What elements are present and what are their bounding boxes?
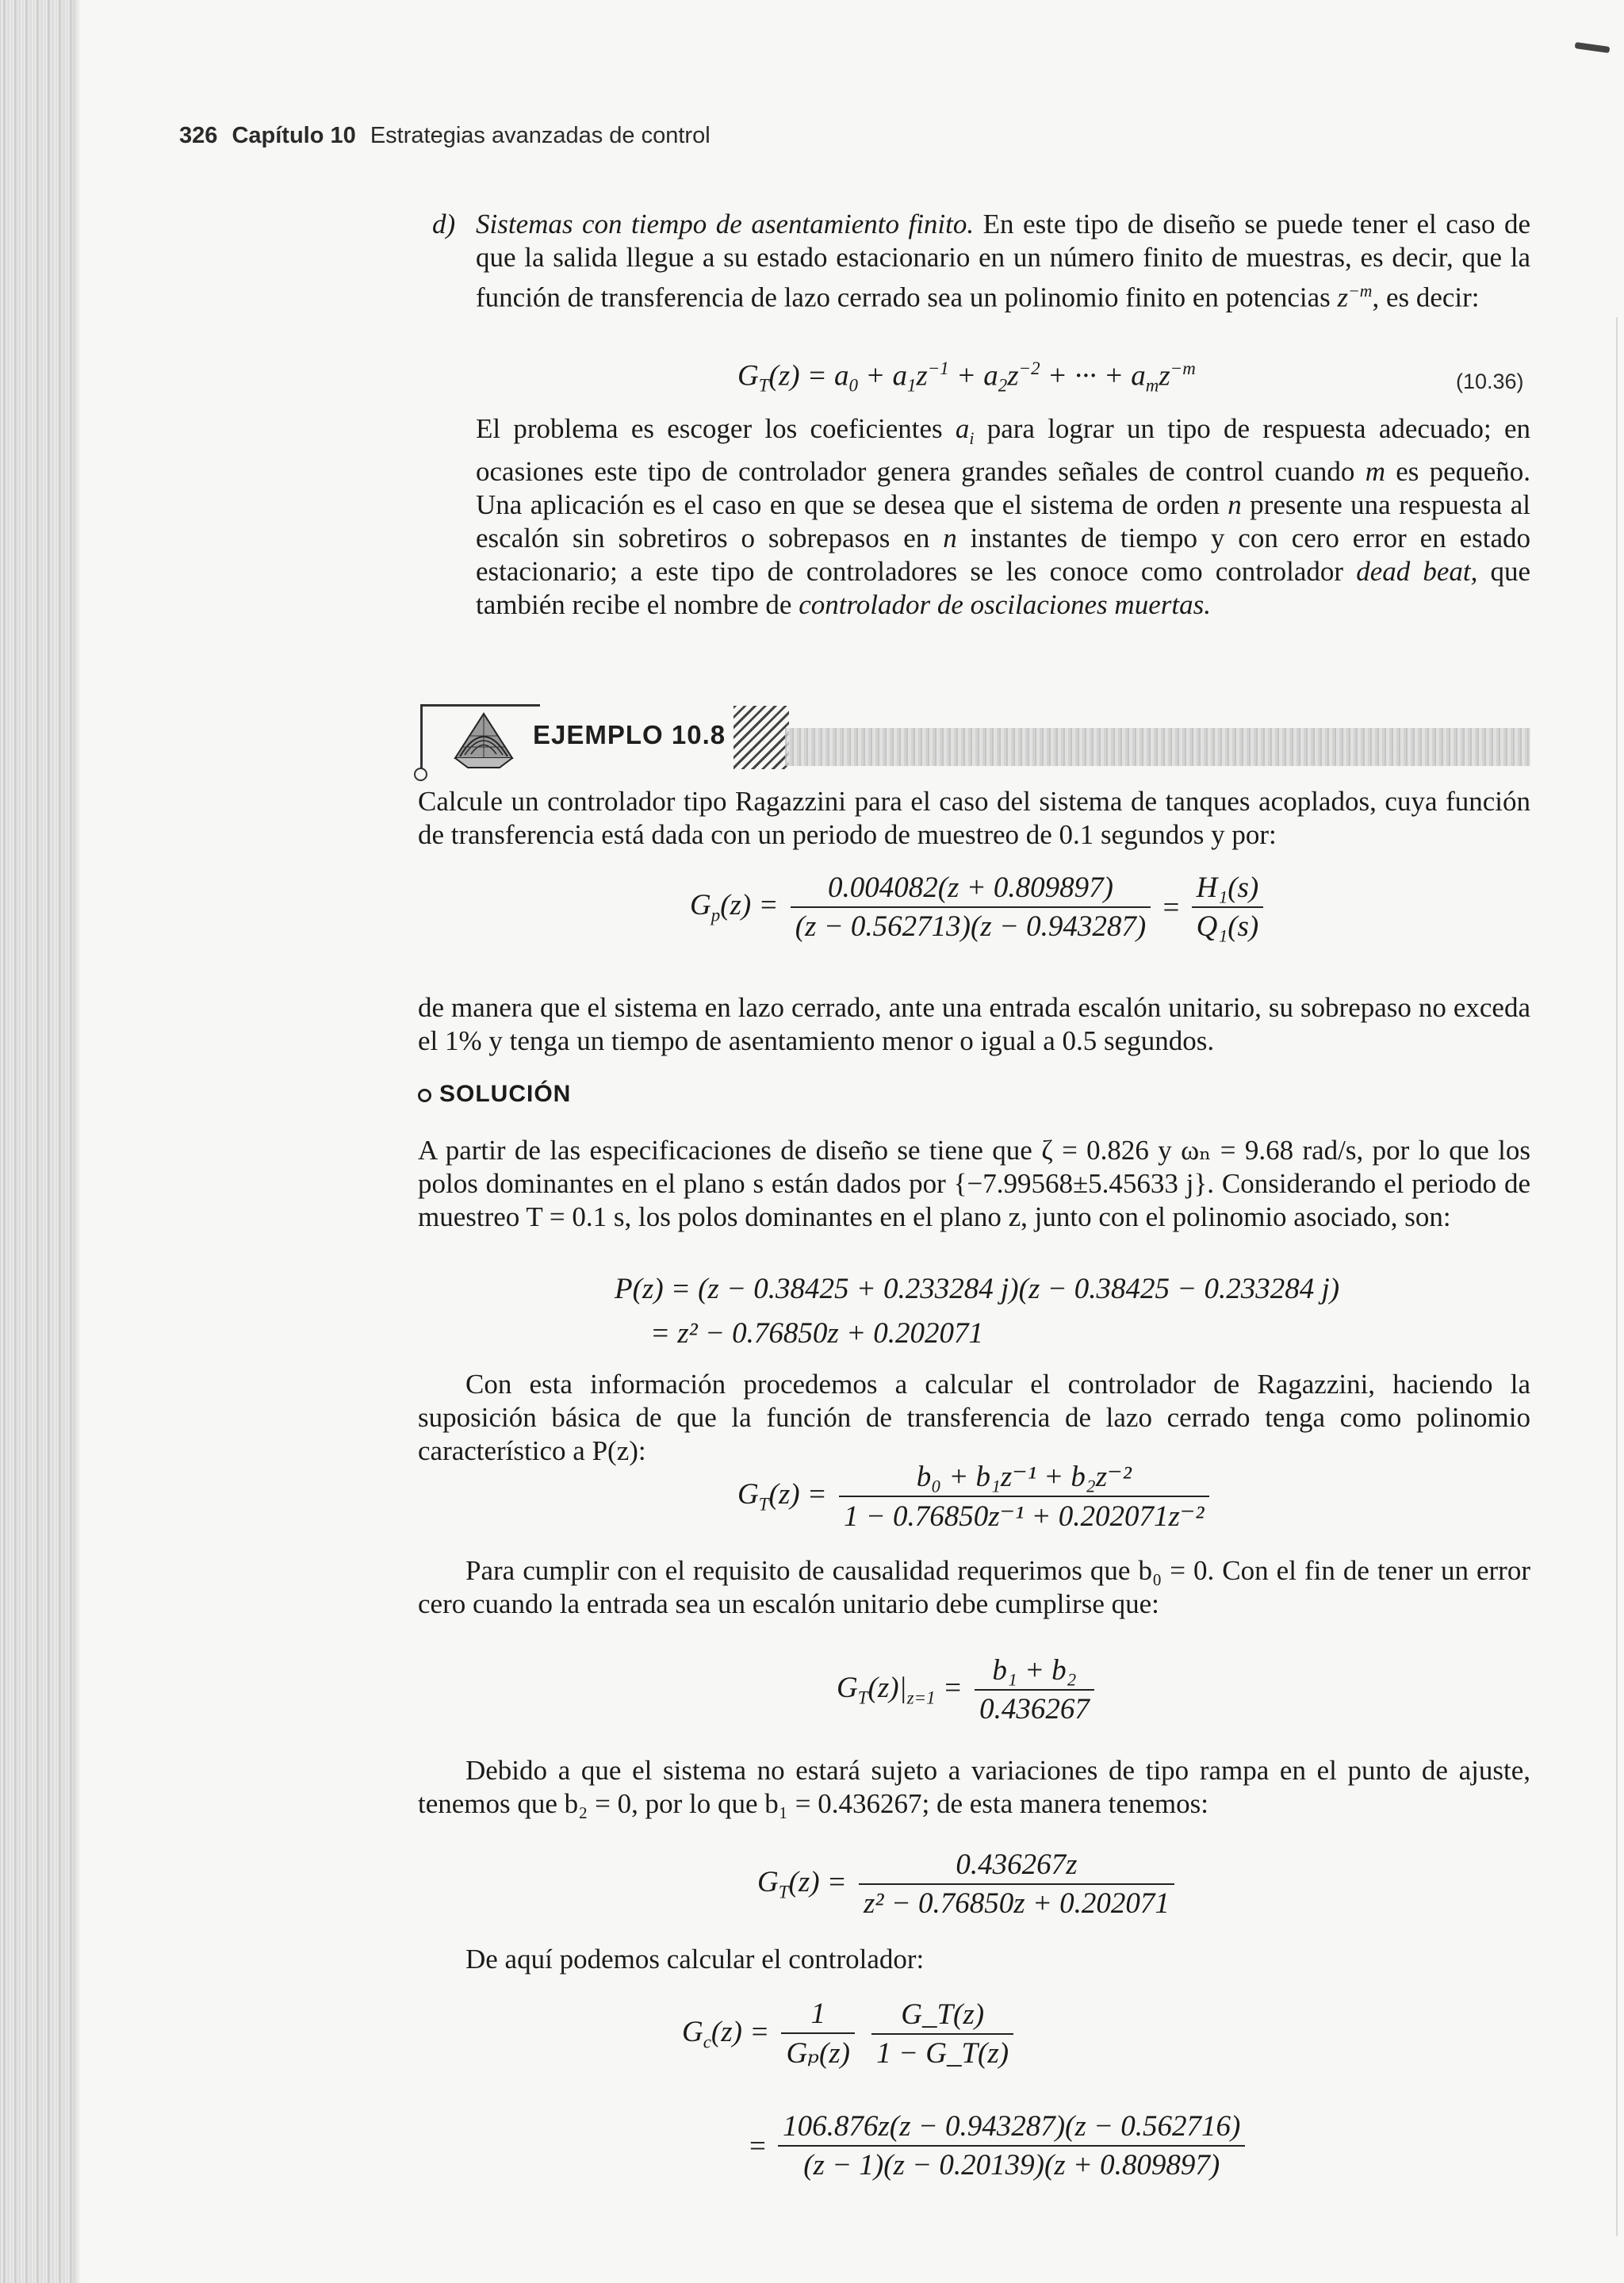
solution-paragraph-4: Debido a que el sistema no estará sujeto a variaciones de tipo rampa en el punto de ajuste, tenemos que b₂ = 0, por lo que b₁ = 0.436267; de esta manera tenemos: [418,1755,1530,1819]
example-hatch [733,706,789,769]
solution-paragraph-3: Para cumplir con el requisito de causalidad requerimos que b₀ = 0. Con el fin de tener un error cero cuando la entrada sea un escalón unitario debe cumplirse que: [418,1555,1530,1619]
equation-gp: $G_p(z)$ = $\frac{0.004082(z + 0.809897)}{(z - 0.562713)(z - 0.943287)}$ = $\frac{\text{H₁(s)}}{\text{Q₁(s)}}$ [690,871,1268,944]
example-statement: Calcule un controlador tipo Ragazzini para el caso del sistema de tanques acoplados, cuya función de transferencia está dada con un periodo de muestreo de 0.1 segundos y por: [418,786,1530,850]
section-d-title: Sistemas con tiempo de asentamiento finito. [476,209,975,239]
solution-heading: SOLUCIÓN [418,1081,571,1108]
section-d-intro: Sistemas con tiempo de asentamiento finito. En este tipo de diseño se puede tener el caso de que la salida llegue a su estado estacionario en un número finito de muestras, es decir, que la función de transferencia de lazo cerrado sea un polinomio finito en potencias $z^{-m}$, es decir: [476,209,1530,313]
equation-gc-line1: $G_c(z)$ = $\frac{1}{\text{Gₚ(z)}}$ $\frac{G\_T(z)}{1 - G\_T(z)}$ [682,1997,1018,2070]
example-bracket-dot [414,768,427,781]
page-number: 326 [179,123,218,148]
scan-corner-mark [1575,42,1611,53]
example-title: EJEMPLO 10.8 [533,720,726,749]
solution-bullet-icon [418,1089,431,1102]
example-band [785,728,1530,766]
section-d-label: d) [432,209,456,239]
scan-binding-edge [0,0,73,2283]
equation-gt-general: $G_T(z)$ = $\frac{\text{b₀ + b₁z⁻¹ + b₂z⁻²}}{\text{1 − 0.76850z⁻¹ + 0.202071z⁻²}}$ [737,1459,1214,1534]
equation-number: (10.36) [1456,370,1524,393]
scan-right-edge [1616,317,1618,2236]
chapter-label: Capítulo 10 [232,123,356,148]
equation-pz-line2: = z² − 0.76850z + 0.202071 [650,1317,984,1350]
solution-paragraph-5: De aquí podemos calcular el controlador: [465,1944,925,1975]
example-surface-icon [452,709,515,772]
example-statement-2: de manera que el sistema en lazo cerrado, ante una entrada escalón unitario, su sobrepaso no exceda el 1% y tenga un tiempo de asentamiento menor o igual a 0.5 segundos. [418,992,1530,1056]
equation-10-36: $G_T(z) = a_0 + a_1z^{-1} + a_2z^{-2}$ + ··· + $a_mz^{-m}$ [737,358,1196,396]
solution-paragraph-2: Con esta información procedemos a calcular el controlador de Ragazzini, haciendo la suposición básica de que la función de transferencia de lazo cerrado tenga como polinomio característico a P(z): [418,1369,1530,1466]
solution-paragraph-1: A partir de las especificaciones de diseño se tiene que ζ = 0.826 y ωₙ = 9.68 rad/s, por lo que los polos dominantes en el plano s están dados por {−7.99568±5.45633 j}. Considerando el periodo de muestreo T = 0.1 s, los polos dominantes en el plano z, junto con el polinomio asociado, son: [418,1135,1530,1232]
chapter-title: Estrategias avanzadas de control [370,123,710,148]
equation-gt-final: $G_T(z)$ = $\frac{0.436267z}{\text{z² − 0.76850z + 0.202071}}$ [757,1848,1179,1921]
equation-pz-line1: P(z) = (z − 0.38425 + 0.233284 j)(z − 0.38425 − 0.233284 j) [615,1273,1340,1305]
example-header [420,704,1530,777]
equation-gt-dc: $G_T(z)|_{z=1}$ = $\frac{\text{b₁ + b₂}}{0.436267}$ [837,1653,1099,1726]
equation-gc-line2: = $\frac{106.876z(z - 0.943287)(z - 0.562716)}{(z - 1)(z - 0.20139)(z + 0.809897)}$ [749,2109,1250,2182]
section-d-body: El problema es escoger los coeficientes $a_i$ para lograr un tipo de respuesta adecuado; en ocasiones este tipo de controlador genera grandes señales de control cuando m es pequeño. Una aplicación es el caso en que se desea que el sistema de orden n presente una respuesta al escalón sin sobretiros o sobrepasos en n instantes de tiempo y con cero error en estado estacionario; a este tipo de controladores se les conoce como controlador dead beat, que también recibe el nombre de controlador de oscilaciones muertas. [476,413,1531,620]
running-head [179,123,710,149]
